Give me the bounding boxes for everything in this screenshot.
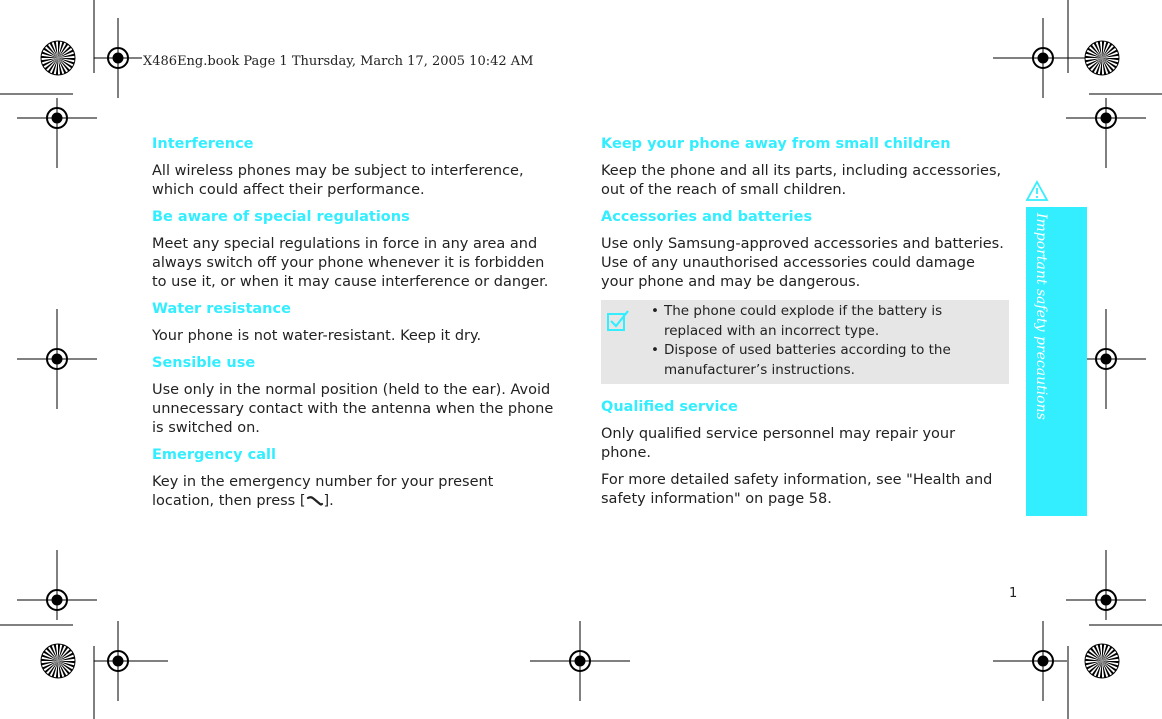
section-text: Use only Samsung-approved accessories and batteries. Use of any unauthorised accessories could damage your phone and may be dangerous.	[601, 236, 1004, 290]
registration-target-icon	[94, 621, 168, 701]
section-text: Keep the phone and all its parts, including accessories, out of the reach of small children.	[601, 163, 1002, 198]
section-text: Use only in the normal position (held to the ear). Avoid unnecessary contact with the antenna when the phone is switched on.	[152, 382, 554, 436]
registration-target-icon	[1066, 98, 1146, 168]
section-heading: Interference	[152, 136, 254, 152]
section-heading: Keep your phone away from small children	[601, 136, 951, 152]
file-info-header: X486Eng.book Page 1 Thursday, March 17, 2005 10:42 AM	[143, 54, 534, 69]
registration-target-icon	[993, 18, 1093, 98]
registration-target-icon	[993, 621, 1067, 701]
section-heading: Accessories and batteries	[601, 209, 813, 225]
left-column	[152, 135, 560, 519]
section-text: All wireless phones may be subject to interference, which could affect their performance.	[152, 163, 524, 198]
section-text: For more detailed safety information, see "Health and safety information" on page 58.	[601, 472, 993, 507]
note-item: • Dispose of used batteries according to the manufacturer’s instructions.	[653, 341, 1001, 380]
note-list	[653, 300, 1001, 380]
section-heading: Be aware of special regulations	[152, 209, 410, 225]
warning-triangle-icon	[1025, 180, 1049, 202]
section-text: Your phone is not water-resistant. Keep it dry.	[152, 328, 482, 344]
section-heading: Sensible use	[152, 355, 256, 371]
emergency-text-before: Key in the emergency number for your present location, then press [	[152, 474, 494, 509]
section-tab-label: Important safety precautions	[1033, 213, 1049, 420]
right-column	[601, 135, 1009, 517]
section-heading: Water resistance	[152, 301, 291, 317]
section-heading: Qualified service	[601, 399, 738, 415]
note-item: • The phone could explode if the battery is replaced with an incorrect type.	[653, 302, 1001, 341]
registration-target-icon	[530, 621, 630, 701]
star-target-icon	[41, 644, 75, 678]
star-target-icon	[41, 41, 75, 75]
emergency-text-after: ].	[323, 493, 334, 509]
registration-target-icon	[94, 18, 142, 98]
registration-target-icon	[1066, 550, 1146, 620]
registration-target-icon	[17, 550, 97, 620]
end-call-key-icon	[306, 495, 324, 507]
section-text: Only qualified service personnel may repair your phone.	[601, 426, 956, 461]
note-box	[601, 300, 1009, 384]
registration-target-icon	[17, 309, 97, 409]
registration-target-icon	[17, 98, 97, 168]
star-target-icon	[1085, 41, 1119, 75]
section-text: Meet any special regulations in force in any area and always switch off your phone whenever it is forbidden to use it, or when it may cause interference or danger.	[152, 236, 549, 290]
section-heading: Emergency call	[152, 447, 276, 463]
star-target-icon	[1085, 644, 1119, 678]
page-number: 1	[1009, 586, 1018, 601]
checkmark-icon	[607, 309, 629, 331]
section-text	[152, 473, 560, 511]
